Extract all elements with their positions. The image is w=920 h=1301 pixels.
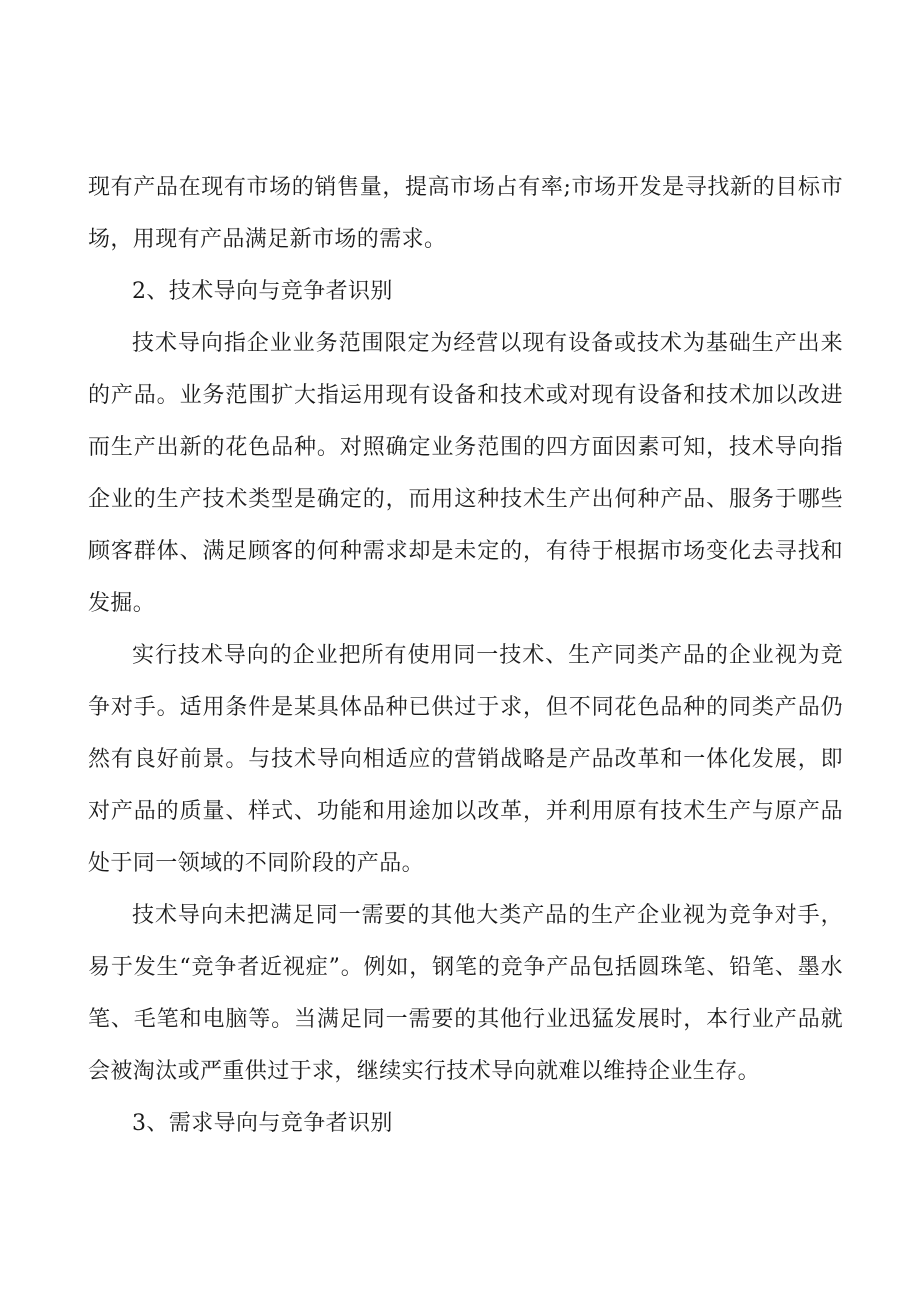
section-heading-demand-orientation: 3、需求导向与竞争者识别 <box>132 1111 393 1136</box>
paragraph-technology-orientation-competitors: 实行技术导向的企业把所有使用同一技术、生产同类产品的企业视为竞争对手。适用条件是某具体品种已供过于求，但不同花色品种的同类产品仍然有良好前景。与技术导向相适应的营销战略是产品改革和一体化发展，即对产品的质量、样式、功能和用途加以改革，并利用原有技术生产与原产品处于同一领域的不同阶段的产品。 <box>88 643 843 876</box>
paragraph-continuation: 现有产品在现有市场的销售量，提高市场占有率;市场开发是寻找新的目标市场，用现有产品满足新市场的需求。 <box>88 175 843 252</box>
document-body <box>88 162 843 1150</box>
section-heading-technology-orientation: 2、技术导向与竞争者识别 <box>132 279 393 304</box>
paragraph-competitor-myopia: 技术导向未把满足同一需要的其他大类产品的生产企业视为竞争对手，易于发生“竞争者近视症”。例如，钢笔的竞争产品包括圆珠笔、铅笔、墨水笔、毛笔和电脑等。当满足同一需要的其他行业迅猛发展时，本行业产品就会被淘汰或严重供过于求，继续实行技术导向就难以维持企业生存。 <box>88 903 843 1084</box>
paragraph-technology-orientation-definition: 技术导向指企业业务范围限定为经营以现有设备或技术为基础生产出来的产品。业务范围扩大指运用现有设备和技术或对现有设备和技术加以改进而生产出新的花色品种。对照确定业务范围的四方面因素可知，技术导向指企业的生产技术类型是确定的，而用这种技术生产出何种产品、服务于哪些顾客群体、满足顾客的何种需求却是未定的，有待于根据市场变化去寻找和发掘。 <box>88 331 843 616</box>
